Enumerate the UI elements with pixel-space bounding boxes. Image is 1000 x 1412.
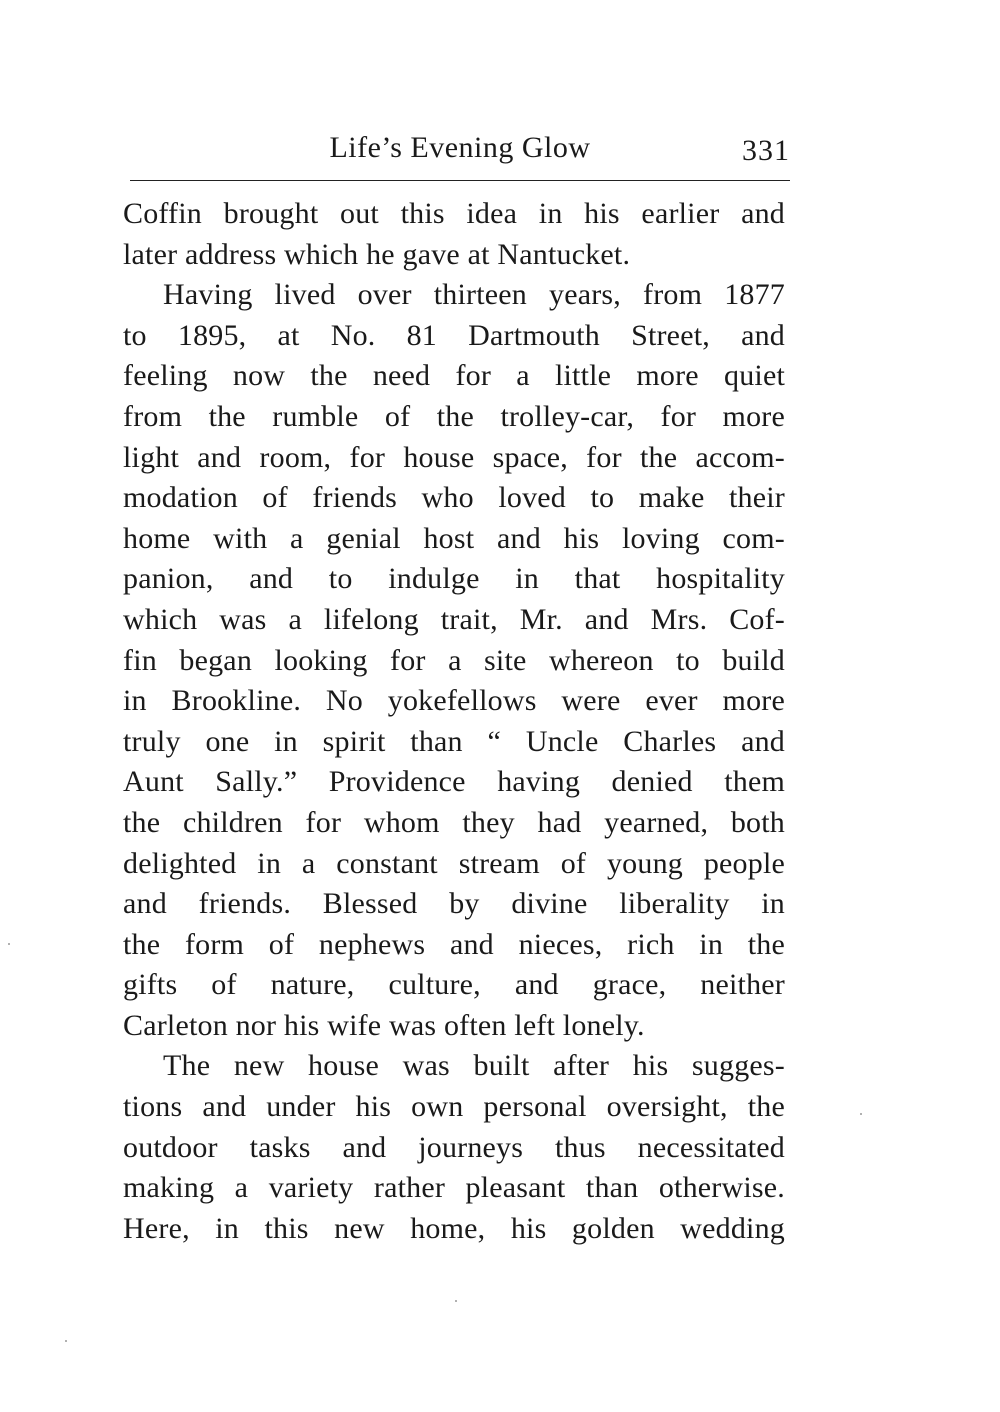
- text-line: home with a genial host and his loving com-: [123, 521, 785, 555]
- text-line: truly one in spirit than “ Uncle Charles and: [123, 724, 785, 758]
- text-line: the children for whom they had yearned, both: [123, 805, 785, 839]
- paragraph-3: [123, 1046, 785, 1249]
- text-line: modation of friends who loved to make their: [123, 481, 785, 515]
- text-line: to 1895, at No. 81 Dartmouth Street, and: [123, 318, 785, 352]
- paragraph-1: [123, 194, 785, 275]
- text-line: Coffin brought out this idea in his earlier and: [123, 197, 785, 230]
- header-rule: [130, 180, 790, 181]
- paragraph-2: [123, 275, 785, 1046]
- text-line: Aunt Sally.” Providence having denied them: [123, 765, 785, 799]
- text-line: fin began looking for a site whereon to build: [123, 643, 785, 677]
- page-number: 331: [742, 134, 790, 167]
- scan-speck: [65, 1340, 67, 1342]
- body-text: [123, 194, 785, 1249]
- running-head: [130, 128, 790, 172]
- text-line: in Brookline. No yokefellows were ever more: [123, 684, 785, 718]
- text-line: the form of nephews and nieces, rich in the: [123, 927, 785, 961]
- text-line: making a variety rather pleasant than otherwise.: [123, 1171, 785, 1205]
- text-line: from the rumble of the trolley-car, for more: [123, 399, 785, 433]
- text-line: gifts of nature, culture, and grace, neither: [123, 968, 785, 1002]
- text-line: delighted in a constant stream of young people: [123, 846, 785, 880]
- text-line: panion, and to indulge in that hospitality: [123, 562, 785, 596]
- text-line: which was a lifelong trait, Mr. and Mrs. Cof-: [123, 602, 785, 636]
- text-line: Carleton nor his wife was often left lonely.: [123, 1008, 645, 1042]
- text-line: The new house was built after his sugges-: [163, 1049, 785, 1083]
- running-title: Life’s Evening Glow: [329, 131, 591, 164]
- text-line: feeling now the need for a little more quiet: [123, 359, 785, 393]
- text-line: light and room, for house space, for the accom-: [123, 440, 785, 474]
- scan-speck: [8, 943, 10, 945]
- text-line: Here, in this new home, his golden wedding: [123, 1211, 785, 1245]
- text-line: Having lived over thirteen years, from 1877: [163, 278, 785, 312]
- scan-speck: [455, 1300, 457, 1302]
- text-line: and friends. Blessed by divine liberality in: [123, 887, 785, 921]
- text-line: outdoor tasks and journeys thus necessitated: [123, 1130, 785, 1164]
- text-line: tions and under his own personal oversight, the: [123, 1090, 785, 1124]
- scan-speck: [860, 1113, 862, 1115]
- text-line: later address which he gave at Nantucket.: [123, 237, 631, 271]
